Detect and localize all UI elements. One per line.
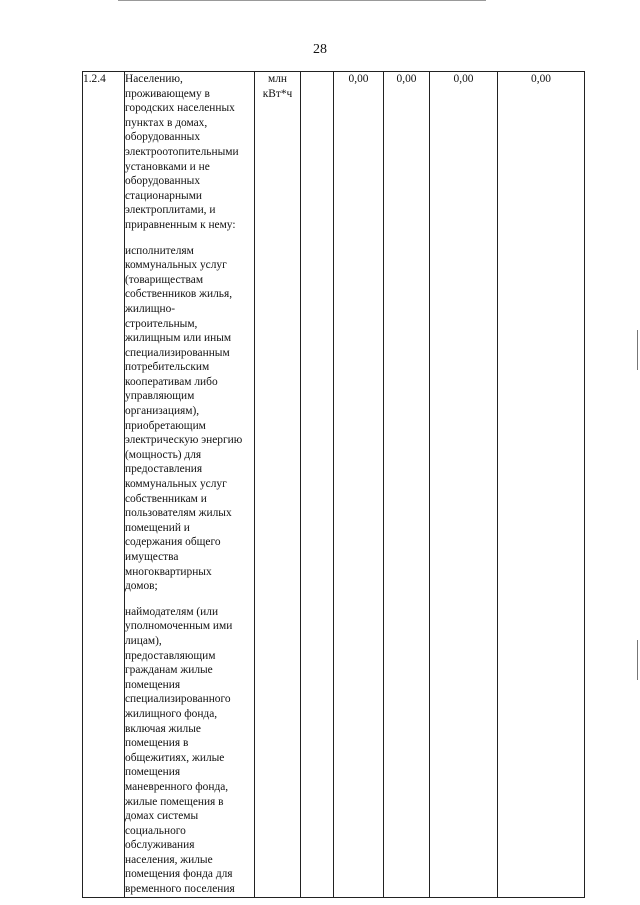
scan-edge-line [118, 0, 486, 1]
row-unit: млн кВт*ч [255, 72, 301, 898]
scan-edge-mark [637, 640, 638, 680]
row-code: 1.2.4 [83, 72, 125, 898]
value-cell-5: 0,00 [498, 72, 585, 898]
description-intro: Населению, проживающему в городских населенных пунктах в домах, оборудованных электроотопительными установками и не оборудованных стационарными электроплитами, и приравненным к нему: [125, 73, 239, 231]
value-cell-3: 0,00 [384, 72, 430, 898]
value-cell-1 [301, 72, 334, 898]
description-part-2: наймодателям (или уполномоченным ими лицам), предоставляющим гражданам жилые помещения специализированного жилищного фонда, включая жилые помещения в общежитиях, жилые помещения маневренного фонда, жилые помещения в домах системы социального обслуживания населения, жилые помещения фонда для временного поселения [125, 605, 235, 896]
scan-edge-mark [637, 330, 638, 370]
page-number: 28 [313, 42, 327, 57]
description-part-1: исполнителям коммунальных услуг (товариществам собственников жилья, жилищно- строительным, жилищным или иным специализированным потребительским кооперативам либо управляющим организациям), приобретающим электрическую энергию (мощность) для предоставления коммунальных услуг собственникам и пользователям жилых помещений и содержания общего имущества многоквартирных домов; [125, 244, 243, 593]
value-cell-2: 0,00 [334, 72, 384, 898]
row-description [125, 72, 255, 898]
tariff-table [82, 71, 585, 898]
value-cell-4: 0,00 [430, 72, 498, 898]
table-row [83, 72, 585, 898]
